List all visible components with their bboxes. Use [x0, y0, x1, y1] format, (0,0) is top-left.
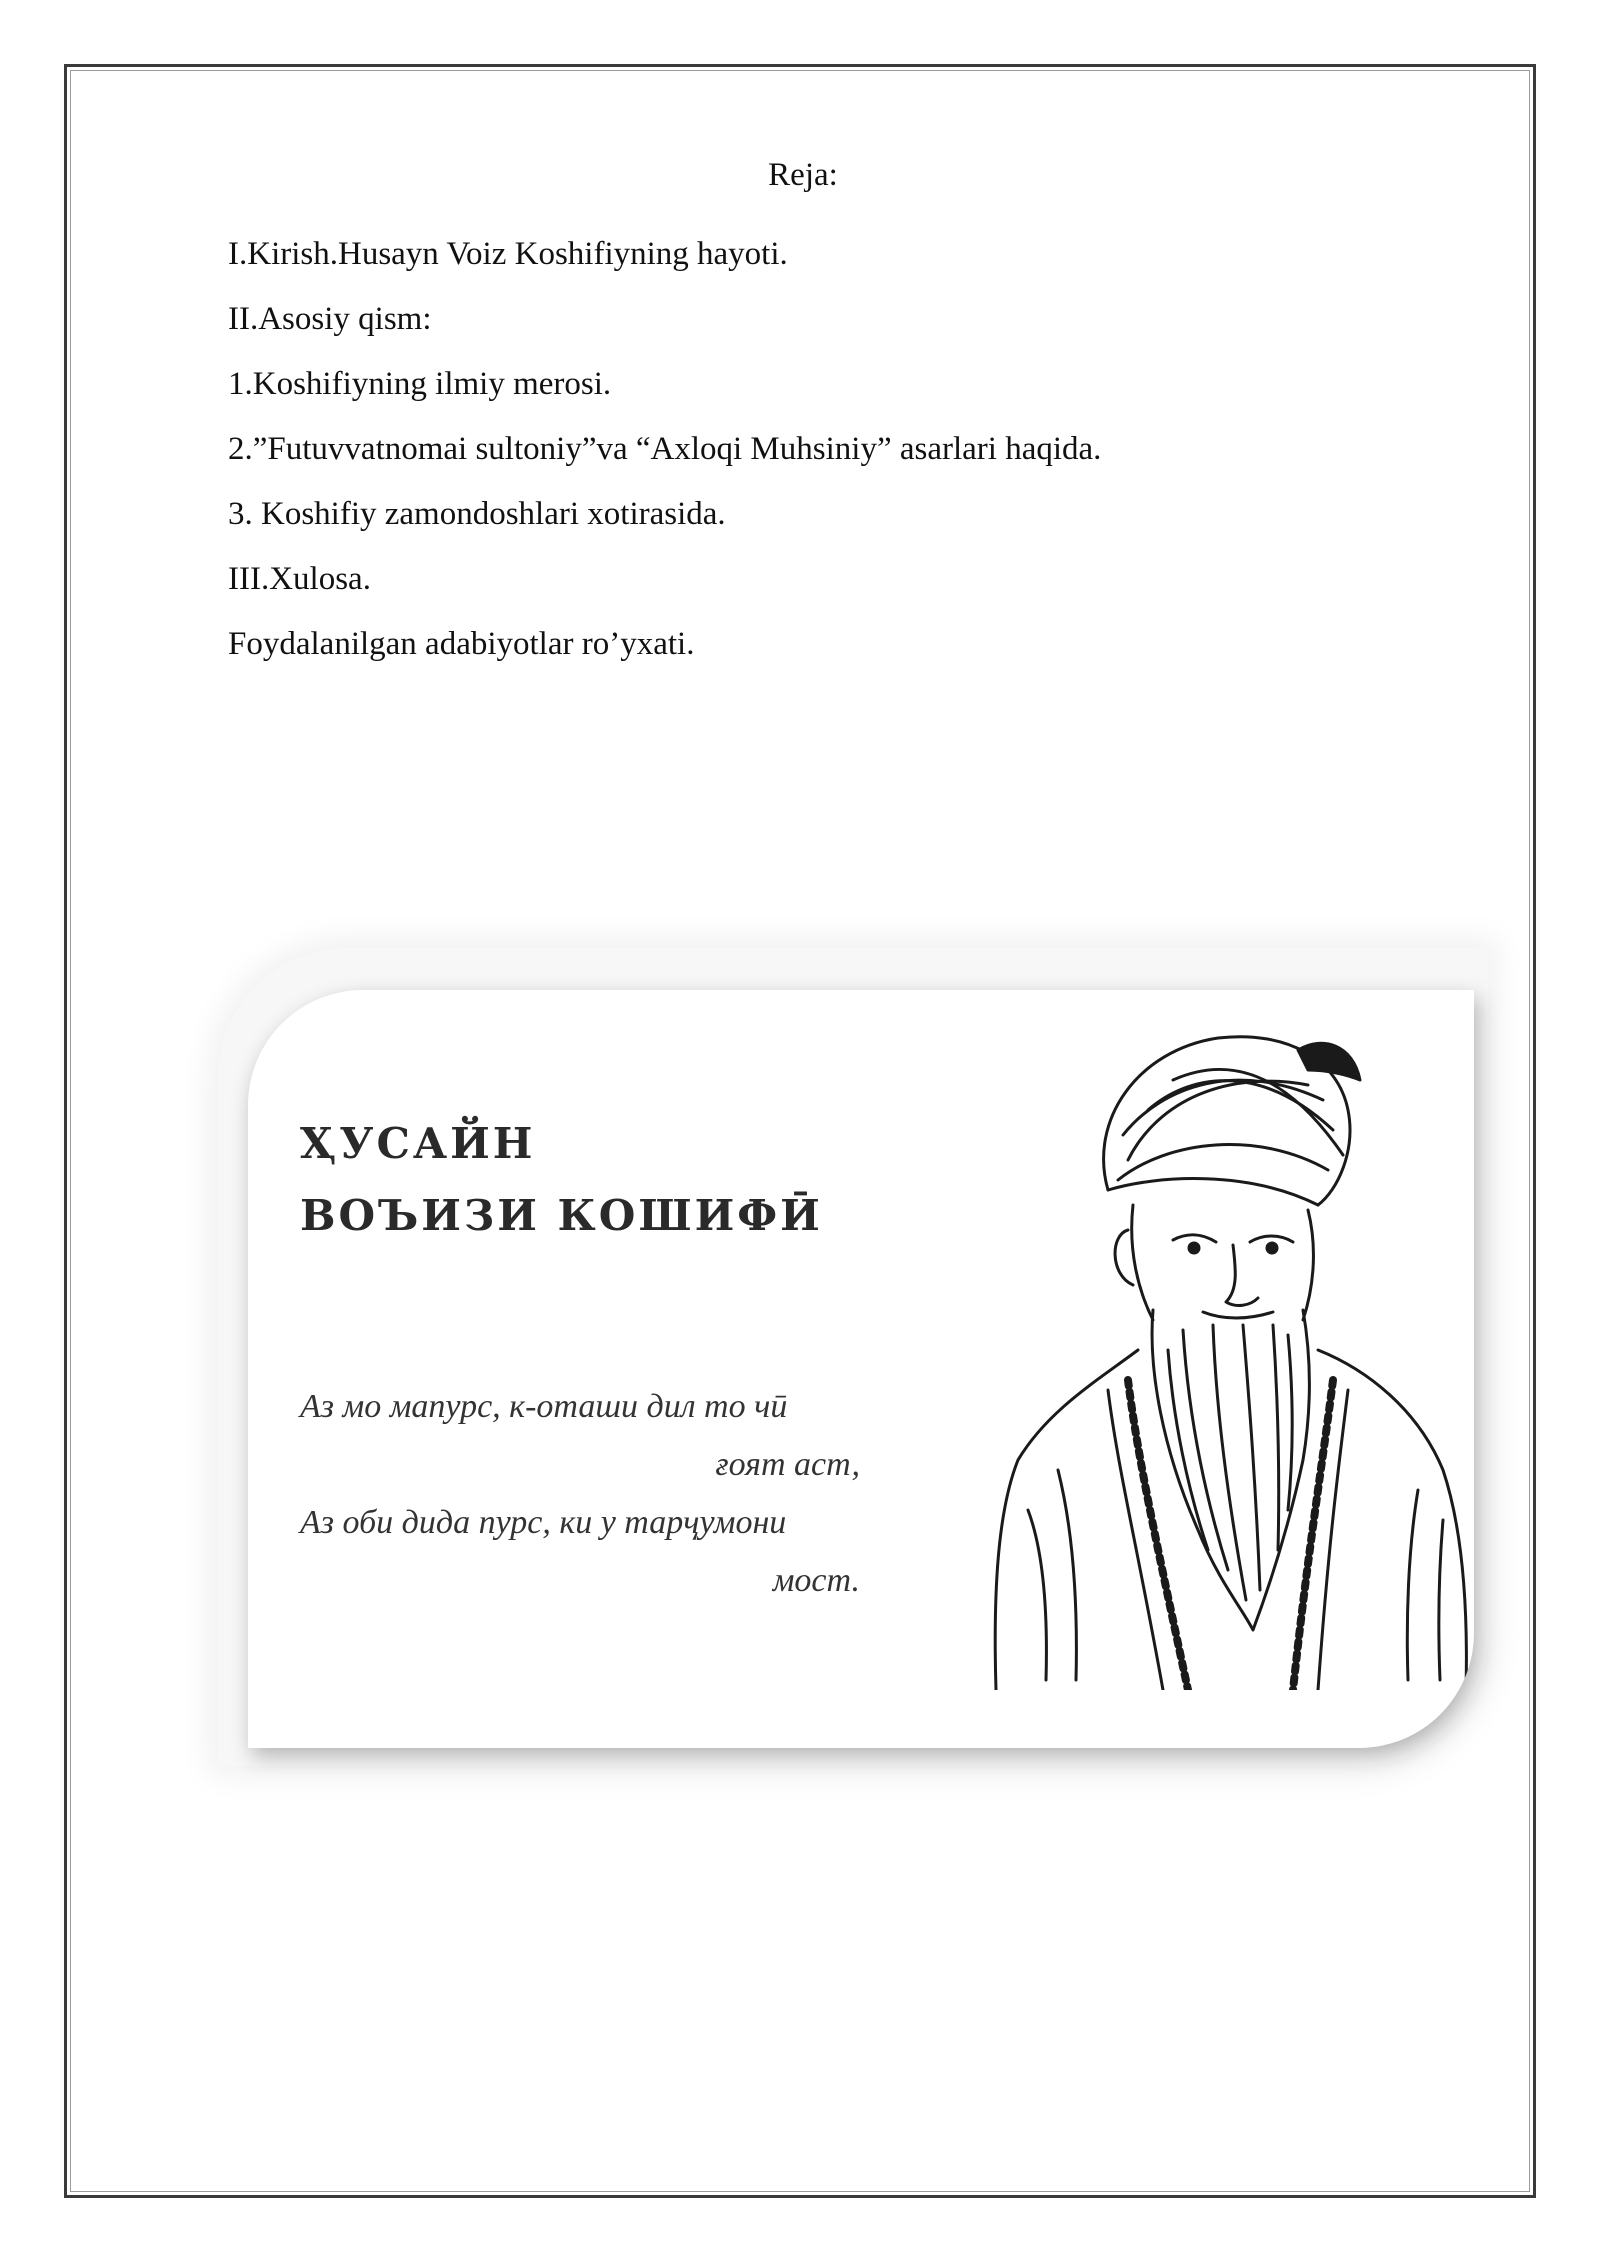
portrait-card: [248, 990, 1474, 1748]
plan-title: Reja:: [768, 157, 838, 193]
plan-item-works: 2.”Futuvvatnomai sultoniy”va “Axloqi Muhsiniy” asarlari haqida.: [228, 431, 1102, 467]
verse-line-4: мост.: [772, 1562, 860, 1599]
card-title-line-2: ВОЪИЗИ КОШИФӢ: [300, 1191, 823, 1240]
verse-line-2: ғоят аст,: [715, 1446, 860, 1483]
verse-line-3: Аз оби дида пурс, ки у тарҷумони: [300, 1504, 787, 1541]
scholar-portrait-icon: [988, 990, 1474, 1690]
plan-section: [228, 150, 1378, 677]
plan-item-intro: I.Kirish.Husayn Voiz Koshifiyning hayoti.: [228, 236, 788, 272]
card-title-line-1: ҲУСАЙН: [300, 1119, 536, 1168]
verse: [300, 1378, 860, 1610]
plan-item-scientific-heritage: 1.Koshifiyning ilmiy merosi.: [228, 366, 612, 402]
plan-item-conclusion: III.Xulosa.: [228, 561, 371, 597]
verse-line-1: Аз мо мапурс, к-оташи дил то чӣ: [300, 1388, 788, 1425]
plan-item-contemporaries: 3. Koshifiy zamondoshlari xotirasida.: [228, 496, 726, 532]
card-title: [300, 1108, 823, 1252]
plan-item-references: Foydalanilgan adabiyotlar ro’yxati.: [228, 626, 695, 662]
plan-item-main-part: II.Asosiy qism:: [228, 301, 432, 337]
